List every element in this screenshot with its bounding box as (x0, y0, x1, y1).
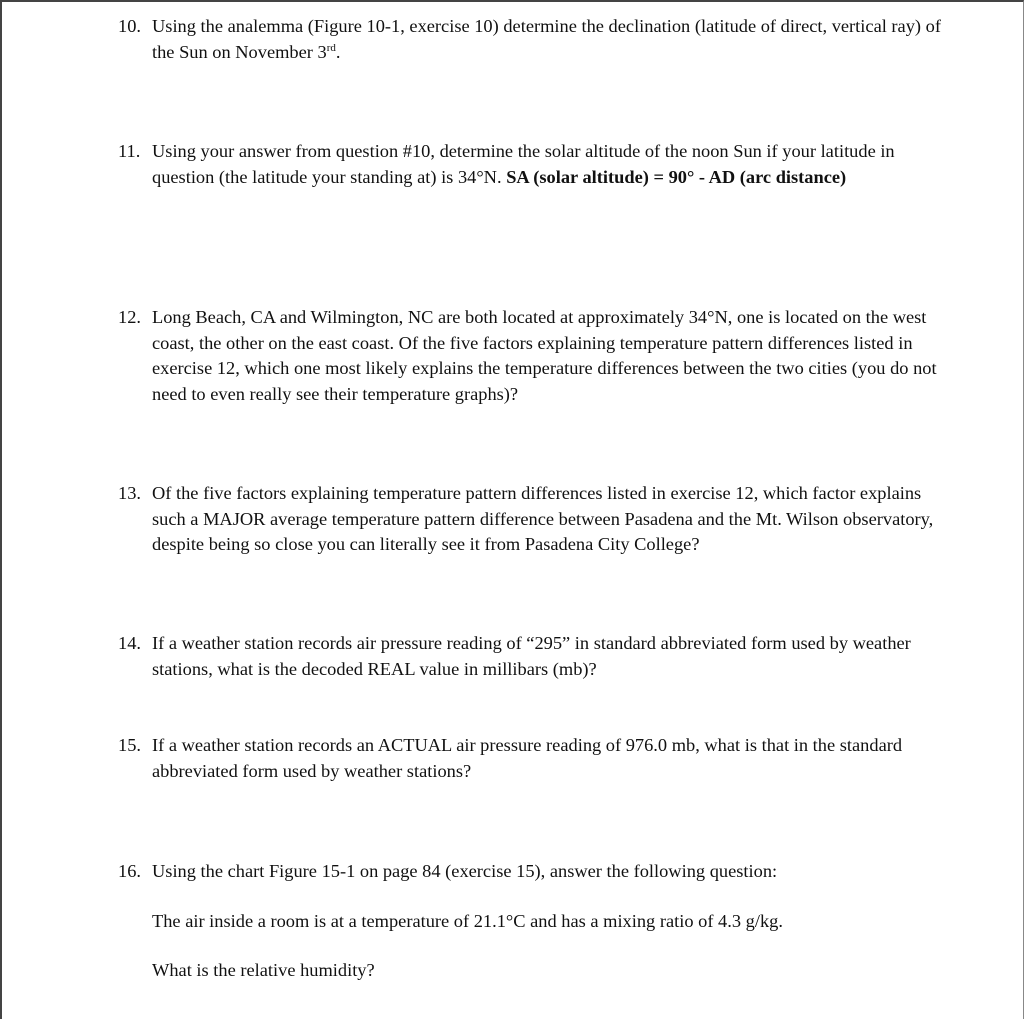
question-text: Using your answer from question #10, determine the solar altitude of the noon Sun if your latitude in question (the latitude your standing at) is 34°N. SA (solar altitude) = 90° - AD (arc distance) (152, 141, 895, 187)
question-12 (118, 305, 948, 407)
question-10 (118, 14, 948, 65)
question-16 (118, 859, 948, 984)
question-number: 12. (118, 307, 141, 327)
question-number: 15. (118, 735, 141, 755)
question-13 (118, 481, 948, 558)
question-text: If a weather station records air pressure reading of “295” in standard abbreviated form used by weather stations, what is the decoded REAL value in millibars (mb)? (152, 633, 911, 679)
question-number: 10. (118, 16, 141, 36)
question-text: Using the analemma (Figure 10-1, exercise 10) determine the declination (latitude of direct, vertical ray) of the Sun on November 3rd. (152, 16, 941, 62)
question-text: Long Beach, CA and Wilmington, NC are both located at approximately 34°N, one is located on the west coast, the other on the east coast. Of the five factors explaining temperature pattern differences listed in exercise 12, which one most likely explains the temperature differences between the two cities (you do not need to even really see their temperature graphs)? (152, 307, 937, 404)
question-number: 14. (118, 633, 141, 653)
question-text: Using the chart Figure 15-1 on page 84 (exercise 15), answer the following question: (152, 861, 778, 881)
question-11 (118, 139, 948, 190)
question-prompt: What is the relative humidity? (152, 960, 375, 980)
question-text: Of the five factors explaining temperature pattern differences listed in exercise 12, which factor explains such a MAJOR average temperature pattern difference between Pasadena and the Mt. Wilson observatory, despite being so close you can literally see it from Pasadena City College? (152, 483, 934, 554)
question-number: 11. (118, 141, 141, 161)
question-15 (118, 733, 948, 784)
question-number: 13. (118, 483, 141, 503)
formula: SA (solar altitude) = 90° - AD (arc distance) (506, 166, 847, 187)
question-number: 16. (118, 861, 141, 881)
question-14 (118, 631, 948, 682)
question-text: If a weather station records an ACTUAL air pressure reading of 976.0 mb, what is that in the standard abbreviated form used by weather stations? (152, 735, 903, 781)
question-detail: The air inside a room is at a temperature of 21.1°C and has a mixing ratio of 4.3 g/kg. (152, 910, 783, 931)
